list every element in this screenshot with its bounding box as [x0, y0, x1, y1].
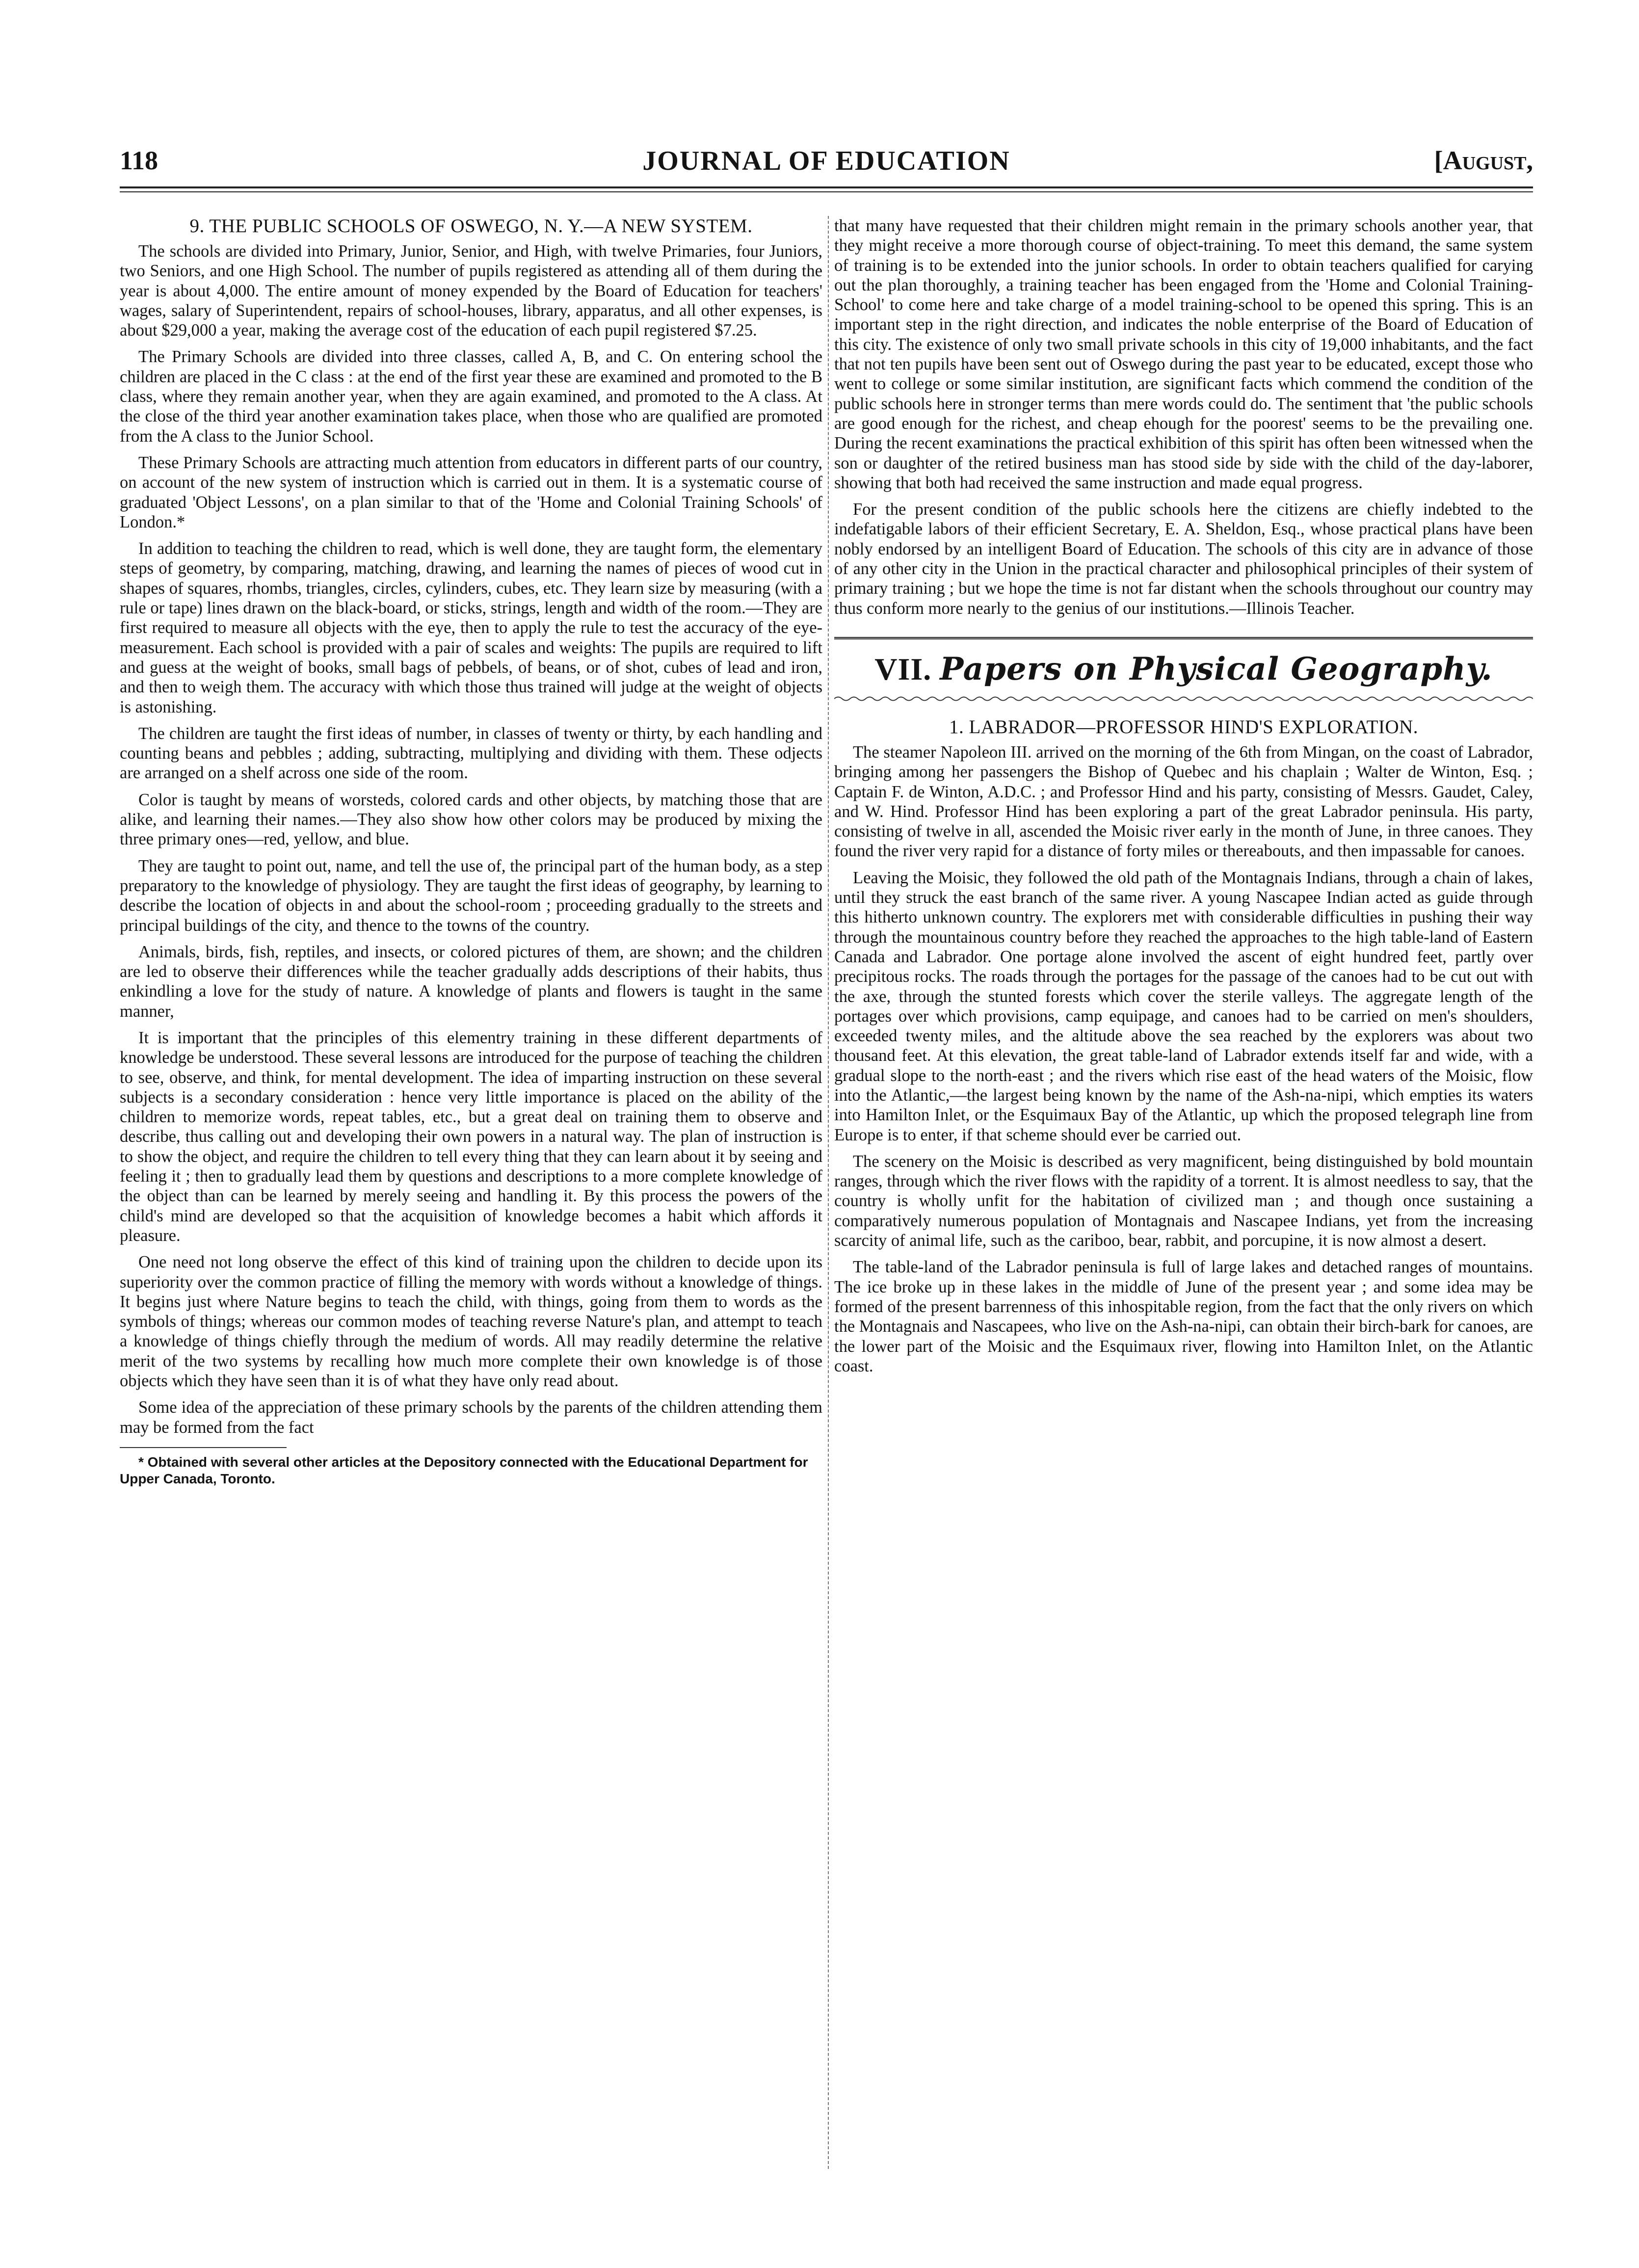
- paragraph: The scenery on the Moisic is described as very magnificent, being distinguished by bold mountain ranges, through which the river flows with the rapidity of a torrent. It is almost needless to say, that the country is wholly unfit for the habitation of civilized man ; and though once sustaining a comparatively numerous population of Montagnais and Nascapee Indians, yet from the increasing scarcity of animal life, such as the cariboo, bear, rabbit, and porcupine, it is now almost a desert.: [834, 1152, 1533, 1250]
- section-numeral: VII.: [874, 651, 932, 686]
- paragraph: In addition to teaching the children to read, which is well done, they are taught form, the elementary steps of geometry, by comparing, matching, drawing, and learning the names of pieces of wood cut in shapes of squares, rhombs, triangles, circles, cylinders, cubes, etc. They learn size by measuring (with a rule or tape) lines drawn on the black-board, or sticks, strings, length and width of the room.—They are first required to measure all objects with the eye, then to apply the rule to test the accuracy of the eye-measurement. Each school is provided with a pair of scales and weights: The pupils are required to lift and guess at the weight of books, small bags of pebbels, of beans, or of shot, cubes of lead and iron, and then to weigh them. The accuracy with which those thus trained will judge at the weight of objects is astonishing.: [120, 539, 822, 716]
- section-rule: [834, 637, 1533, 639]
- journal-title: JOURNAL OF EDUCATION: [642, 146, 1010, 176]
- paragraph: that many have requested that their children might remain in the primary schools another year, that they might receive a more thorough course of object-training. To meet this demand, the same system of training is to be extended into the junior schools. In order to obtain teachers qualified for carying out the plan thoroughly, a training teacher has been engaged from the 'Home and Colonial Training-School' to come here and take charge of a model training-school to be opened this spring. This is an important step in the right direction, and indicates the noble enterprise of the Board of Education of this city. The existence of only two small private schools in this city of 19,000 inhabitants, and the fact that not ten pupils have been sent out of Oswego during the past year to be educated, except those who went to college or some similar institution, are significant facts which commend the condition of the public schools here in stronger terms than mere words could do. The sentiment that 'the public schools are good enough for the richest, and cheap ehough for the poorest' seems to be the prevailing one. During the recent examinations the practical exhibition of this spirit has often been witnessed when the son or daughter of the retired business man has stood side by side with the child of the day-laborer, showing that both had received the same instruction and made equal progress.: [834, 216, 1533, 492]
- article-title-oswego: 9. THE PUBLIC SCHOOLS OF OSWEGO, N. Y.—A NEW SYSTEM.: [189, 215, 753, 237]
- footnote-rule: [120, 1447, 287, 1448]
- wavy-rule: [834, 695, 1533, 702]
- paragraph: Leaving the Moisic, they followed the old path of the Montagnais Indians, through a chain of lakes, until they struck the east branch of the same river. A young Nascapee Indian acted as guide through this hitherto unknown country. The explorers met with considerable difficulties in pushing their way through the mountainous country before they reached the approaches to the high table-land of Eastern Canada and Labrador. One portage alone involved the ascent of eight hundred feet, partly over precipitous rocks. The roads through the portages for the passage of the canoes had to be cut out with the axe, through the stunted forests which cover the sterile valleys. The aggregate length of the portages over which provisions, camp equipage, and canoes had to be carried on men's shoulders, exceeded twenty miles, and the altitude above the sea reached by the explorers was about two thousand feet. At this elevation, the great table-land of Labrador extends itself far and wide, with a gradual slope to the north-east ; and the rivers which rise east of the head waters of the Moisic, flow into the Atlantic,—the largest being known by the name of the Ash-na-nipi, which empties its waters into Hamilton Inlet, or the Esquimaux Bay of the Atlantic, up which the proposed telegraph line from Europe is to enter, if that scheme should ever be carried out.: [834, 868, 1533, 1144]
- paragraph: For the present condition of the public schools here the citizens are chiefly indebted to the indefatigable labors of their efficient Secretary, E. A. Sheldon, Esq., whose practical plans have been nobly endorsed by an intelligent Board of Education. The schools of this city are in advance of those of any other city in the Union in the practical character and philosophical principles of their system of primary training ; but we hope the time is not far distant when the schools throughout our country may thus conform more nearly to the genius of our institutions.—Illinois Teacher.: [834, 500, 1533, 618]
- page-number: 118: [120, 146, 159, 175]
- paragraph: The schools are divided into Primary, Junior, Senior, and High, with twelve Primaries, four Juniors, two Seniors, and one High School. The number of pupils registered as attending all of them during the year is about 4,000. The entire amount of money expended by the Board of Education for teachers' wages, salary of Superintendent, repairs of school-houses, library, apparatus, and all other expenses, is about $29,000 a year, making the average cost of the education of each pupil registered $7.25.: [120, 242, 822, 340]
- header-month: [August,: [1434, 146, 1533, 175]
- paragraph: Some idea of the appreciation of these primary schools by the parents of the children attending them may be formed from the fact: [120, 1398, 822, 1437]
- header-rule: [120, 186, 1533, 192]
- footnote: * Obtained with several other articles at the Depository connected with the Educational Department for Upper Canada, Toronto.: [120, 1454, 808, 1486]
- paragraph: The Primary Schools are divided into three classes, called A, B, and C. On entering school the children are placed in the C class : at the end of the first year these are examined and promoted to the B class, where they remain another year, when they are again examined, and promoted to the A class. At the close of the third year another examination takes place, when those who are qualified are promoted from the A class to the Junior School.: [120, 347, 822, 446]
- section-heading: [834, 647, 1533, 691]
- paragraph: The steamer Napoleon III. arrived on the morning of the 6th from Mingan, on the coast of Labrador, bringing among her passengers the Bishop of Quebec and his chaplain ; Walter de Winton, Esq. ; Captain F. de Winton, A.D.C. ; and Professor Hind and his party, consisting of Messrs. Gaudet, Caley, and W. Hind. Professor Hind has been exploring a part of the great Labrador peninsula. His party, consisting of twelve in all, ascended the Moisic river early in the month of June, in three canoes. They found the river very rapid for a distance of forty miles or thereabouts, and then impassable for canoes.: [834, 742, 1533, 861]
- right-column: [834, 216, 1533, 1383]
- left-column: [120, 216, 822, 1494]
- paragraph: One need not long observe the effect of this kind of training upon the children to decide upon its superiority over the common practice of filling the memory with words without a knowledge of things. It begins just where Nature begins to teach the child, with things, going from them to words as the symbols of things; whereas our common modes of teaching reverse Nature's plan, and attempt to teach a knowledge of things chiefly through the medium of words. All may readily determine the relative merit of the two systems by recalling how much more complete their own knowledge is of those objects which they have seen than it is of what they have only read about.: [120, 1253, 822, 1391]
- paragraph: Color is taught by means of worsteds, colored cards and other objects, by matching those that are alike, and learning their names.—They also show how other colors may be produced by mixing the three primary ones—red, yellow, and blue.: [120, 790, 822, 849]
- paragraph: Animals, birds, fish, reptiles, and insects, or colored pictures of them, are shown; and the children are led to observe their differences while the teacher gradually adds descriptions of their habits, thus enkindling a love for the study of nature. A knowledge of plants and flowers is taught in the same manner,: [120, 942, 822, 1021]
- article-title-labrador: 1. LABRADOR—PROFESSOR HIND'S EXPLORATION.: [949, 716, 1419, 738]
- paragraph: These Primary Schools are attracting much attention from educators in different parts of our country, on account of the new system of instruction which is carried out in them. It is a systematic course of graduated 'Object Lessons', on a plan similar to that of the 'Home and Colonial Training Schools' of London.*: [120, 453, 822, 531]
- running-header: [120, 143, 1533, 183]
- paragraph: It is important that the principles of this elementry training in these different departments of knowledge be understood. These several lessons are introduced for the purpose of teaching the children to see, observe, and think, for mental development. The idea of imparting instruction on these several subjects is a secondary consideration : hence very little importance is placed on the ability of the children to memorize words, repeat tables, etc., but a great deal on training them to observe and describe, thus calling out and developing their own powers in a natural way. The plan of instruction is to show the object, and require the children to tell every thing that they can learn about it by seeing and feeling it ; then to gradually lead them by questions and descriptions to a more complete knowledge of the object than can be learned by merely seeing and handling it. By this process the powers of the child's mind are developed so that the acquisition of knowledge becomes a habit which affords it pleasure.: [120, 1028, 822, 1245]
- paragraph: The children are taught the first ideas of number, in classes of twenty or thirty, by each handling and counting beans and pebbles ; adding, subtracting, multiplying and dividing with them. These odjects are arranged on a shelf across one side of the room.: [120, 724, 822, 783]
- paragraph: They are taught to point out, name, and tell the use of, the principal part of the human body, as a step preparatory to the knowledge of physiology. They are taught the first ideas of geography, by learning to describe the location of objects in and about the school-room ; proceeding gradually to the streets and principal buildings of the city, and thence to the towns of the country.: [120, 856, 822, 935]
- paragraph: The table-land of the Labrador peninsula is full of large lakes and detached ranges of mountains. The ice broke up in these lakes in the middle of June of the present year ; and some idea may be formed of the present barrenness of this inhospitable region, from the fact that the only rivers on which the Montagnais and Nascapees, who live on the Ash-na-nipi, can obtain their birch-bark for canoes, are the lower part of the Moisic and the Esquimaux river, flowing into Hamilton Inlet, on the Atlantic coast.: [834, 1258, 1533, 1375]
- column-divider: [828, 216, 829, 2169]
- section-title: Papers on Physical Geography.: [940, 650, 1493, 687]
